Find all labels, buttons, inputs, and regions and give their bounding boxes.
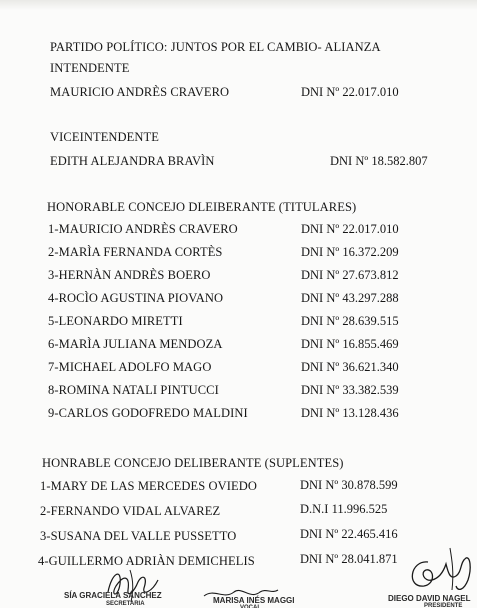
- signature-name-left: SÍA GRACIELA SÁNCHEZ: [64, 591, 162, 600]
- signature-role-right: PRESIDENTE: [424, 603, 463, 608]
- titular-row-name: 3-HERNÀN ANDRÈS BOERO: [48, 268, 211, 282]
- titular-row-name: 6-MARÌA JULIANA MENDOZA: [48, 337, 223, 351]
- titular-row-dni: DNI Nº 33.382.539: [301, 383, 399, 397]
- titular-row-name: 2-MARÌA FERNANDA CORTÈS: [48, 245, 223, 259]
- titular-row-name: 5-LEONARDO MIRETTI: [48, 314, 183, 328]
- signature-right: [400, 540, 477, 600]
- suplente-row-dni: DNI Nº 22.465.416: [300, 527, 398, 541]
- suplentes-heading: HONRABLE CONCEJO DELIBERANTE (SUPLENTES): [42, 456, 344, 470]
- intendente-name: MAURICIO ANDRÈS CRAVERO: [50, 85, 230, 99]
- viceintendente-name: EDITH ALEJANDRA BRAVÌN: [50, 154, 215, 168]
- suplente-row-dni: DNI Nº 30.878.599: [300, 478, 398, 492]
- titular-row-dni: DNI Nº 27.673.812: [301, 268, 399, 282]
- intendente-heading: INTENDENTE: [50, 61, 130, 75]
- titular-row-dni: DNI Nº 22.017.010: [301, 222, 399, 236]
- titular-row-name: 7-MICHAEL ADOLFO MAGO: [48, 360, 212, 374]
- titular-row-name: 8-ROMINA NATALI PINTUCCI: [48, 383, 219, 397]
- titular-row-dni: DNI Nº 28.639.515: [301, 314, 399, 328]
- titular-row-dni: DNI Nº 16.855.469: [301, 337, 399, 351]
- suplente-row-name: 3-SUSANA DEL VALLE PUSSETTO: [40, 529, 237, 543]
- signature-name-center: MARISA INÉS MAGGI: [213, 596, 295, 605]
- suplente-row-name: 1-MARY DE LAS MERCEDES OVIEDO: [40, 479, 258, 493]
- titular-row-name: 1-MAURICIO ANDRÈS CRAVERO: [48, 222, 238, 236]
- intendente-dni: DNI Nº 22.017.010: [301, 85, 399, 99]
- titular-row-name: 4-ROCÌO AGUSTINA PIOVANO: [48, 291, 224, 305]
- party-title: PARTIDO POLÍTICO: JUNTOS POR EL CAMBIO- ALIANZA: [50, 40, 381, 54]
- suplente-row-name: 2-FERNANDO VIDAL ALVAREZ: [40, 504, 221, 518]
- viceintendente-heading: VICEINTENDENTE: [50, 130, 160, 144]
- signature-name-right: DIEGO DAVID NAGEL: [388, 594, 471, 603]
- suplente-row-dni: D.N.I 11.996.525: [300, 502, 388, 516]
- suplente-row-name: 4-GUILLERMO ADRIÀN DEMICHELIS: [38, 554, 255, 568]
- titular-row-dni: DNI Nº 16.372.209: [301, 245, 399, 259]
- titular-row-name: 9-CARLOS GODOFREDO MALDINI: [48, 406, 248, 420]
- signature-role-left: SECRETARIA: [106, 601, 145, 607]
- titular-row-dni: DNI Nº 43.297.288: [301, 291, 399, 305]
- page-fold-shadow: [0, 0, 477, 10]
- viceintendente-dni: DNI Nº 18.582.807: [330, 154, 428, 168]
- titulares-heading: HONORABLE CONCEJO DLEIBERANTE (TITULARES): [47, 200, 357, 214]
- signature-role-center: VOCAL: [240, 605, 261, 608]
- titular-row-dni: DNI Nº 13.128.436: [301, 406, 399, 420]
- suplente-row-dni: DNI Nº 28.041.871: [300, 552, 398, 566]
- titular-row-dni: DNI Nº 36.621.340: [301, 360, 399, 374]
